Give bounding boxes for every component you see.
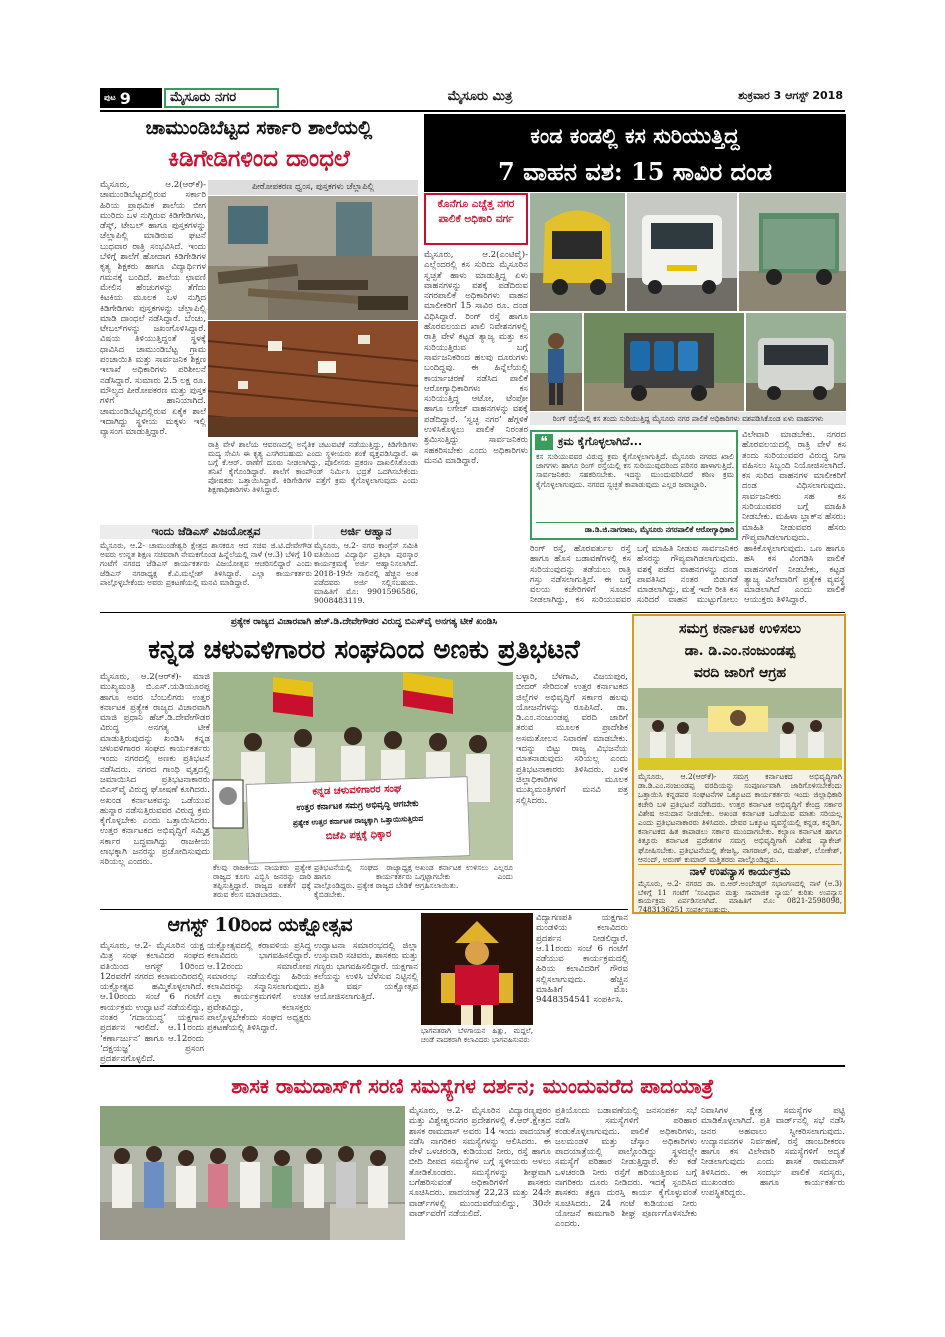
vehicle-photo-auto: [530, 193, 625, 311]
application-title: ಅರ್ಜಿ ಆಹ್ವಾನ: [314, 525, 418, 539]
yakshagana-body-3: ಉದ್ಘಾಟನಾ ಸಮಾರಂಭದಲ್ಲಿ ಜಿಲ್ಲಾ ಉಸ್ತುವಾರಿ ಸಚಿವರು, ಶಾಸಕರು ಮತ್ತು ಗಣ್ಯರು ಭಾಗವಹಿಸಲಿದ್ದಾರೆ. ಯಕ್ಷಗಾನ ಕಲೆಯನ್ನು ಉಳಿಸಿ ಬೆಳೆಸುವ ನಿಟ್ಟಿನಲ್ಲಿ ಪ್ರತಿ ವರ್ಷ ಯಕ್ಷೋತ್ಸವ ಆಯೋಜಿಸಲಾಗುತ್ತಿದೆ.: [314, 941, 418, 1003]
vehicle-photo-truck: [739, 193, 846, 311]
padayatre-body-1: ಮೈಸೂರು, ಆ.2- ಮೈಸೂರಿನ ವಿದ್ಯಾರಣ್ಯಪುರಂ ಮತ್ತು ವಿಶ್ವೇಶ್ವರನಗರ ಪ್ರದೇಶಗಳಲ್ಲಿ ಕೆ.ಆರ್.ಕ್ಷೇತ್ರದ ಶಾಸಕ ರಾಮದಾಸ್ ಅವರು 14 ಇಂದು ಪಾದಯಾತ್ರೆ ನಡೆಸಿ ನಾಗರಿಕರ ಸಮಸ್ಯೆಗಳನ್ನು ಆಲಿಸಿದರು. ಈ ವೇಳೆ ಒಳಚರಂಡಿ, ಕುಡಿಯುವ ನೀರು, ರಸ್ತೆ ಹಾಗೂ ಬೀದಿ ದೀಪದ ಸಮಸ್ಯೆಗಳ ಬಗ್ಗೆ ಸ್ಥಳೀಯರು ಅಳಲು ತೋಡಿಕೊಂಡರು. ಸಮಸ್ಯೆಗಳನ್ನು ಶೀಘ್ರವಾಗಿ ಬಗೆಹರಿಸುವಂತೆ ಅಧಿಕಾರಿಗಳಿಗೆ ಶಾಸಕರು ಸೂಚಿಸಿದರು. ಪಾದಯಾತ್ರೆ 22,23 ಮತ್ತು 24ನೇ ವಾರ್ಡ್‌ಗಳಲ್ಲಿ ಮುಂದುವರೆಯಲಿದ್ದು, 30ನೇ ವಾರ್ಡ್‌ವರೆಗೆ ನಡೆಯಲಿದೆ.: [409, 1106, 551, 1219]
report-headline-3: ವರದಿ ಜಾರಿಗೆ ಆಗ್ರಹ: [693, 665, 787, 681]
padayatre-body-3: ನಿವಾಸಿಗಳ ಕ್ಷೇತ್ರ ಸಮಸ್ಯೆಗಳ ಪಟ್ಟಿ ಮಾಡಿಕೊಳ್ಳಲಾಗಿದೆ. ಪ್ರತಿ ವಾರ್ಡ್‌ನಲ್ಲಿ ಸಭೆ ನಡೆಸಿ ಜನರ ಅಹವಾಲು ಸ್ವೀಕರಿಸಲಾಗುವುದು. ಉದ್ಯಾನವನಗಳ ನಿರ್ವಹಣೆ, ರಸ್ತೆ ಡಾಂಬರೀಕರಣ ಹಾಗೂ ಕಸ ವಿಲೇವಾರಿ ಸಮಸ್ಯೆಗಳಿಗೆ ಆದ್ಯತೆ ನೀಡಲಾಗುವುದು ಎಂದು ಶಾಸಕ ರಾಮದಾಸ್ ತಿಳಿಸಿದರು. ಈ ಸಂದರ್ಭ ಪಾಲಿಕೆ ಸದಸ್ಯರು, ಮುಖಂಡರು ಹಾಗೂ ಕಾರ್ಯಕರ್ತರು ಉಪಸ್ಥಿತರಿದ್ದರು.: [701, 1106, 845, 1199]
vehicle-body-col2: ರಿಂಗ್ ರಸ್ತೆ, ಹೊರವರ್ತುಲ ರಸ್ತೆ ಹಾಗೂ ಹೊಸ ಬಡಾವಣೆಗಳಲ್ಲಿ ಕಸ ಸುರಿಯುವುದನ್ನು ತಡೆಯಲು ರಾತ್ರಿ ಗಸ್ತು ನಡೆಸಲಾಗುತ್ತಿದೆ. ಈ ಬಗ್ಗೆ ವಲಯ ಕಚೇರಿಗಳಿಗೆ ಸೂಚನೆ ನೀಡಲಾಗಿದ್ದು, ಕಸ ಸುರಿಯುವವರ ಬಗ್ಗೆ ಮಾಹಿತಿ ನೀಡುವ ಸಾರ್ವಜನಿಕರ ಹೆಸರನ್ನು ಗೌಪ್ಯವಾಗಿಡಲಾಗುವುದು. ವಶಕ್ಕೆ ಪಡೆದ ವಾಹನಗಳನ್ನು ದಂಡ ಪಾವತಿಸಿದ ನಂತರ ಬಿಡುಗಡೆ ಮಾಡಲಾಗಿದ್ದು, ಮತ್ತೆ ಇದೇ ರೀತಿ ಕಸ ಸುರಿದರೆ ವಾಹನ ಮುಟ್ಟುಗೋಲು ಹಾಕಿಕೊಳ್ಳಲಾಗುವುದು. ಒಣ ಹಾಗೂ ಹಸಿ ಕಸ ವಿಂಗಡಿಸಿ ಪಾಲಿಕೆ ವಾಹನಗಳಿಗೆ ನೀಡಬೇಕು, ಕಟ್ಟಡ ತ್ಯಾಜ್ಯ ವಿಲೇವಾರಿಗೆ ಪ್ರತ್ಯೇಕ ವ್ಯವಸ್ಥೆ ಮಾಡಲಾಗಿದೆ ಎಂದು ಪಾಲಿಕೆ ಆಯುಕ್ತರು ತಿಳಿಸಿದ್ದಾರೆ.: [530, 544, 845, 606]
protest-body-mid2: ಪ್ರತಿಭಟನೆಯಲ್ಲಿ ಸಂಘದ ರಾಜ್ಯಾಧ್ಯಕ್ಷ ಹಾಗೂ ಕಾರ್ಯಕರ್ತರು ಪಾಲ್ಗೊಂಡಿದ್ದರು. ಪ್ರತ್ಯೇಕ ರಾಜ್ಯದ ಬೇಡಿಕೆ ಕೈಬಿಡಬೇಕು.: [314, 863, 412, 899]
tempo-illustration: [627, 193, 737, 311]
jds-body: ಮೈಸೂರು, ಆ.2- ಚಾಮುಂಡೇಶ್ವರಿ ಕ್ಷೇತ್ರದ ಶಾಸಕರೂ ಆದ ಸಚಿವ ಜಿ.ಟಿ.ದೇವೇಗೌಡ ಅವರು ಉನ್ನತ ಶಿಕ್ಷಣ ಸಚಿವರಾಗಿ ನೇಮಕಗೊಂಡ ಹಿನ್ನೆಲೆಯಲ್ಲಿ ನಾಳೆ (ಆ.3) ಬೆಳಿಗ್ಗೆ 10 ಗಂಟೆಗೆ ನಗರದ ಜೆಡಿಎಸ್ ಕಾರ್ಯಕರ್ತರು ವಿಜಯೋತ್ಸವ ಆಚರಿಸಲಿದ್ದಾರೆ ಎಂದು ಜೆಡಿಎಸ್ ನಗರಾಧ್ಯಕ್ಷ ಕೆ.ವಿ.ಮಲ್ಲೇಶ್ ತಿಳಿಸಿದ್ದಾರೆ. ಎಲ್ಲಾ ಕಾರ್ಯಕರ್ತರು ಪಾಲ್ಗೊಳ್ಳಬೇಕೆಂದು ಅವರು ಪ್ರಕಟಣೆಯಲ್ಲಿ ಮನವಿ ಮಾಡಿದ್ದಾರೆ.: [100, 541, 312, 587]
protest-body-mid1: ಕೆಲವು ರಾಜಕೀಯ ನಾಯಕರು ಪ್ರತ್ಯೇಕ ರಾಜ್ಯದ ಕೂಗು ಎಬ್ಬಿಸಿ ಜನರನ್ನು ದಾರಿ ತಪ್ಪಿಸುತ್ತಿದ್ದಾರೆ. ರಾಜ್ಯದ ಏಕತೆಗೆ ಧಕ್ಕೆ ತರುವ ಕೆಲಸ ಮಾಡಬಾರದು.: [213, 863, 311, 899]
quote-mark-icon: ❝: [535, 434, 553, 450]
vehicle-headline-line2: 7 ವಾಹನ ವಶ: 15 ಸಾವಿರ ದಂಡ: [498, 157, 772, 186]
paper-name: ಮೈಸೂರು ಮಿತ್ರ: [447, 89, 513, 104]
yakshagana-illustration: [421, 913, 533, 1025]
report-headline-2: ಡಾ. ಡಿ.ಎಂ.ನಂಜುಂಡಪ್ಪ: [684, 643, 796, 659]
banner-line-4: ಬಿಜೆಪಿ ಪಕ್ಷಕ್ಕೆ ಧಿಕ್ಕಾರ: [325, 828, 392, 843]
quote-attribution: ಡಾ.ಡಿ.ಜಿ.ನಾಗರಾಜು, ಮೈಸೂರು ನಗರಪಾಲಿಕೆ ಆರೋಗ್ಯಾಧಿಕಾರಿ: [536, 522, 734, 537]
padayatre-headline: ಶಾಸಕ ರಾಮದಾಸ್‌ಗೆ ಸರಣಿ ಸಮಸ್ಯೆಗಳ ದರ್ಶನ; ಮುಂದುವರೆದ ಪಾದಯಾತ್ರೆ: [231, 1074, 714, 1098]
yakshagana-headline: ಆಗಸ್ಟ್ 10ರಿಂದ ಯಕ್ಷೋತ್ಸವ: [167, 914, 353, 936]
school-photo-caption: ಪೀಠೋಪಕರಣ ಧ್ವಂಸ, ಪುಸ್ತಕಗಳು ಚೆಲ್ಲಾಪಿಲ್ಲಿ: [208, 180, 418, 195]
classroom-photo: [208, 196, 418, 320]
quote-body: ಕಸ ಸುರಿಯುವವರ ವಿರುದ್ಧ ಕ್ರಮ ಕೈಗೊಳ್ಳಲಾಗುತ್ತಿದೆ. ಮೈಸೂರು ನಗರದ ಖಾಲಿ ಜಾಗಗಳು ಹಾಗೂ ರಿಂಗ್ ರಸ್ತೆಯಲ್ಲಿ ಕಸ ಸುರಿಯುವುದರಿಂದ ಪರಿಸರ ಹಾಳಾಗುತ್ತಿದೆ. ಸಾರ್ವಜನಿಕರು ಸಹಕರಿಸಬೇಕು. ಇದನ್ನು ಮುಂದುವರಿಸಿದರೆ ಕಠಿಣ ಕ್ರಮ ಕೈಗೊಳ್ಳಲಾಗುವುದು. ನಗರದ ಸ್ವಚ್ಛತೆ ಕಾಪಾಡುವುದು ಎಲ್ಲರ ಜವಾಬ್ದಾರಿ.: [536, 452, 734, 489]
roof-damage-photo: [208, 321, 418, 437]
bottom-rule: [100, 1065, 845, 1067]
banner-line-2: ಉತ್ತರ ಕರ್ನಾಟಕ ಸಮಗ್ರ ಅಭಿವೃದ್ಧಿ ಆಗಬೇಕು: [296, 798, 419, 814]
protest-body-right: ಬಳ್ಳಾರಿ, ಬೆಳಗಾವಿ, ವಿಜಯಪುರ, ಬೀದರ್ ಸೇರಿದಂತೆ ಉತ್ತರ ಕರ್ನಾಟಕದ ಜಿಲ್ಲೆಗಳ ಅಭಿವೃದ್ಧಿಗೆ ಸರ್ಕಾರ ಹಲವು ಯೋಜನೆಗಳನ್ನು ರೂಪಿಸಿದೆ. ಡಾ. ಡಿ.ಎಂ.ನಂಜುಂಡಪ್ಪ ವರದಿ ಜಾರಿಗೆ ತರುವ ಮೂಲಕ ಪ್ರಾದೇಶಿಕ ಅಸಮತೋಲನ ನಿವಾರಣೆ ಮಾಡಬೇಕು. ಇದನ್ನು ಬಿಟ್ಟು ರಾಜ್ಯ ವಿಭಜನೆಯ ಮಾತನಾಡುವುದು ಸರಿಯಲ್ಲ ಎಂದು ಪ್ರತಿಭಟನಾಕಾರರು ತಿಳಿಸಿದರು. ಬಳಿಕ ಜಿಲ್ಲಾಧಿಕಾರಿಗಳ ಮೂಲಕ ಮುಖ್ಯಮಂತ್ರಿಗಳಿಗೆ ಮನವಿ ಪತ್ರ ಸಲ್ಲಿಸಿದರು.: [516, 672, 628, 806]
person-illustration: [530, 313, 582, 411]
vehicle-body-col1: ಮೈಸೂರು, ಆ.2(ಎಂಟಿವೈ)- ಎಲ್ಲೆಂದರಲ್ಲಿ ಕಸ ಸುರಿದು ಮೈಸೂರಿನ ಸ್ವಚ್ಛತೆ ಹಾಳು ಮಾಡುತ್ತಿದ್ದ ಏಳು ವಾಹನಗಳನ್ನು ವಶಕ್ಕೆ ಪಡೆದಿರುವ ನಗರಪಾಲಿಕೆ ಅಧಿಕಾರಿಗಳು ವಾಹನ ಮಾಲೀಕರಿಗೆ 15 ಸಾವಿರ ರೂ. ದಂಡ ವಿಧಿಸಿದ್ದಾರೆ. ರಿಂಗ್ ರಸ್ತೆ ಹಾಗೂ ಹೊರವಲಯದ ಖಾಲಿ ನಿವೇಶನಗಳಲ್ಲಿ ರಾತ್ರಿ ವೇಳೆ ಕಟ್ಟಡ ತ್ಯಾಜ್ಯ ಮತ್ತು ಕಸ ಸುರಿಯುತ್ತಿರುವ ಬಗ್ಗೆ ಸಾರ್ವಜನಿಕರಿಂದ ಹಲವು ದೂರುಗಳು ಬಂದಿದ್ದವು. ಈ ಹಿನ್ನೆಲೆಯಲ್ಲಿ ಕಾರ್ಯಾಚರಣೆ ನಡೆಸಿದ ಪಾಲಿಕೆ ಆರೋಗ್ಯಾಧಿಕಾರಿಗಳು ಕಸ ಸುರಿಯುತ್ತಿದ್ದ ಆಟೋ, ಟೆಂಪೋ ಹಾಗೂ ಲಗೇಜ್ ವಾಹನಗಳನ್ನು ವಶಕ್ಕೆ ಪಡೆದಿದ್ದಾರೆ. ‘ಸ್ವಚ್ಛ ನಗರ’ ಹೆಗ್ಗಳಿಕೆ ಉಳಿಸಿಕೊಳ್ಳಲು ಪಾಲಿಕೆ ನಿರಂತರ ಶ್ರಮಿಸುತ್ತಿದ್ದು ಸಾರ್ವಜನಿಕರು ಸಹಕರಿಸಬೇಕು ಎಂದು ಅಧಿಕಾರಿಗಳು ಮನವಿ ಮಾಡಿದ್ದಾರೆ.: [424, 250, 528, 466]
protest-headline: ಕನ್ನಡ ಚಳುವಳಿಗಾರರ ಸಂಘದಿಂದ ಅಣಕು ಪ್ರತಿಭಟನೆ: [148, 635, 580, 665]
school-title-line2: ಕಿಡಿಗೇಡಿಗಳಿಂದ ದಾಂಧಲೆ: [168, 145, 350, 172]
mid-rule-1: [100, 612, 845, 613]
padayatre-photo: [100, 1106, 405, 1240]
vehicle-quote-box: [530, 430, 738, 540]
school-body-col1: ಮೈಸೂರು, ಆ.2(ಆರ್‌ಕೆ)- ಚಾಮುಂಡಿಬೆಟ್ಟದಲ್ಲಿರುವ ಸರ್ಕಾರಿ ಹಿರಿಯ ಪ್ರಾಥಮಿಕ ಶಾಲೆಯ ಬೀಗ ಮುರಿದು ಒಳ ನುಗ್ಗಿರುವ ಕಿಡಿಗೇಡಿಗಳು, ಡೆಸ್ಕ್‌, ಟೇಬಲ್ ಹಾಗೂ ಪುಸ್ತಕಗಳನ್ನು ಚೆಲ್ಲಾಪಿಲ್ಲಿ ಮಾಡಿರುವ ಘಟನೆ ಬುಧವಾರ ರಾತ್ರಿ ಸಂಭವಿಸಿದೆ. ಇಂದು ಬೆಳಿಗ್ಗೆ ಶಾಲೆಗೆ ಹೋದಾಗ ಕಿಡಿಗೇಡಿಗಳ ಕೃತ್ಯ ಶಿಕ್ಷಕರು ಹಾಗೂ ವಿದ್ಯಾರ್ಥಿಗಳ ಗಮನಕ್ಕೆ ಬಂದಿದೆ. ಶಾಲೆಯ ಛಾವಣಿ ಮೇಲಿನ ಹೆಂಚುಗಳನ್ನು ತೆಗೆದು ಕಿಟಕಿಯ ಮೂಲಕ ಒಳ ನುಗ್ಗಿದ ಕಿಡಿಗೇಡಿಗಳು ಪುಸ್ತಕಗಳನ್ನು ಚೆಲ್ಲಾಪಿಲ್ಲಿ ಮಾಡಿ ದಾಂಧಲೆ ನಡೆಸಿದ್ದಾರೆ. ಬೆಂಚು, ಟೇಬಲ್‌ಗಳನ್ನು ಜಖಂಗೊಳಿಸಿದ್ದಾರೆ. ವಿಷಯ ತಿಳಿಯುತ್ತಿದ್ದಂತೆ ಸ್ಥಳಕ್ಕೆ ಧಾವಿಸಿದ ಚಾಮುಂಡಿಬೆಟ್ಟ ಗ್ರಾಮ ಪಂಚಾಯಿತಿ ಮತ್ತು ಸಾರ್ವಜನಿಕ ಶಿಕ್ಷಣ ಇಲಾಖೆ ಅಧಿಕಾರಿಗಳು ಪರಿಶೀಲನೆ ನಡೆಸಿದ್ದಾರೆ. ಸುಮಾರು 2.5 ಲಕ್ಷ ರೂ. ಮೌಲ್ಯದ ಪೀಠೋಪಕರಣ ಮತ್ತು ಪುಸ್ತಕ ಗಳಿಗೆ ಹಾನಿಯಾಗಿದೆ. ಚಾಮುಂಡಿಬೆಟ್ಟದಲ್ಲಿರುವ ಏಕೈಕ ಶಾಲೆ ಇದಾಗಿದ್ದು ಸ್ಥಳೀಯ ಮಕ್ಕಳು ಇಲ್ಲಿ ವ್ಯಾಸಂಗ ಮಾಡುತ್ತಿದ್ದಾರೆ.: [100, 180, 206, 438]
vehicle-side-col: ವಿಲೇವಾರಿ ಮಾಡಬೇಕು. ನಗರದ ಹೊರವಲಯದಲ್ಲಿ ರಾತ್ರಿ ವೇಳೆ ಕಸ ತಂದು ಸುರಿಯುವವರ ವಿರುದ್ಧ ನಿಗಾ ವಹಿಸಲು ಸಿಬ್ಬಂದಿ ನಿಯೋಜಿಸಲಾಗಿದೆ. ಕಸ ಸುರಿದ ವಾಹನಗಳ ಮಾಲೀಕರಿಗೆ ದಂಡ ವಿಧಿಸಲಾಗುವುದು. ಸಾರ್ವಜನಿಕರು ಸಹ ಕಸ ಸುರಿಯುವವರ ಬಗ್ಗೆ ಮಾಹಿತಿ ನೀಡಬೇಕು. ಮಹಿಳಾ ಬ್ಲಾಕ್‌ನ ಹೆಸರು: ಮಾಹಿತಿ ನೀಡುವವರ ಹೆಸರು ಗೌಪ್ಯವಾಗಿಡಲಾಗುವುದು.: [742, 430, 846, 543]
yakshagana-body-1: ಮೈಸೂರು, ಆ.2- ಮೈಸೂರಿನ ಯಕ್ಷ ಮಿತ್ರ ಸಂಘ ಕಲಾವಿದರ ಸಂಘದ ವತಿಯಿಂದ ಆಗಸ್ಟ್ 10ರಿಂದ 12ರವರೆಗೆ ನಗರದ ಕಲಾಮಂದಿರದಲ್ಲಿ ಯಕ್ಷೋತ್ಸವ ಹಮ್ಮಿಕೊಳ್ಳಲಾಗಿದೆ. ಆ.10ರಂದು ಸಂಜೆ 6 ಗಂಟೆಗೆ ಕಾರ್ಯಕ್ರಮ ಉದ್ಘಾಟನೆ ನಡೆಯಲಿದ್ದು, ನಂತರ ‘ಗದಾಯುದ್ಧ’ ಯಕ್ಷಗಾನ ಪ್ರದರ್ಶನ ಇರಲಿದೆ. ಆ.11ರಂದು ‘ಕರ್ಣಾರ್ಜುನ’ ಹಾಗೂ ಆ.12ರಂದು ‘ದಕ್ಷಯಜ್ಞ’ ಪ್ರಸಂಗ ಪ್ರದರ್ಶನಗೊಳ್ಳಲಿದೆ.: [100, 941, 204, 1065]
masthead-rule: [100, 110, 845, 112]
lecture-title: ನಾಳೆ ಉಪನ್ಯಾಸ ಕಾರ್ಯಕ್ರಮ: [638, 864, 842, 879]
page-number: 9: [119, 88, 131, 108]
vehicle-headline-line1: ಕಂಡ ಕಂಡಲ್ಲಿ ಕಸ ಸುರಿಯುತ್ತಿದ್ದ: [530, 123, 740, 148]
banner-line-3: ಪ್ರತ್ಯೇಕ ಉತ್ತರ ಕರ್ನಾಟಕ ರಾಜ್ಯಕ್ಕಾಗಿ ಒತ್ತಾಯಿಸುತ್ತಿರುವ: [292, 813, 424, 828]
page-label: ಪುಟ: [104, 93, 116, 102]
issue-date: ಶುಕ್ರವಾರ 3 ಆಗಸ್ಟ್ 2018: [738, 89, 843, 102]
protest-body-mid3: ಅಖಂಡ ಕರ್ನಾಟಕ ಉಳಿಸಲು ಎಲ್ಲರೂ ಒಗ್ಗಟ್ಟಾಗಬೇಕು ಎಂದು ಆಗ್ರಹಿಸಲಾಯಿತು.: [415, 863, 513, 890]
sitin-illustration: [638, 688, 842, 770]
vehicle-photo-cans: [584, 313, 744, 411]
vehicle-headline-box: [424, 114, 846, 192]
mid-rule-2: [100, 909, 628, 910]
vehicle-photo-caption: ರಿಂಗ್ ರಸ್ತೆಯಲ್ಲಿ ಕಸ ತಂದು ಸುರಿಯುತ್ತಿದ್ದ ಮೈಸೂರು ನಗರ ಪಾಲಿಕೆ ಅಧಿಕಾರಿಗಳು ವಶಪಡಿಸಿಕೊಂಡ ಏಳು ವಾಹನಗಳು: [530, 412, 846, 425]
quote-title: ಕ್ರಮ ಕೈಗೊಳ್ಳಲಾಗಿದೆ...: [558, 435, 643, 448]
report-body: ಮೈಸೂರು, ಆ.2(ಆರ್‌ಕೆ)- ಸಮಗ್ರ ಕರ್ನಾಟಕದ ಅಭಿವೃದ್ಧಿಗಾಗಿ ಡಾ.ಡಿ.ಎಂ.ನಂಜುಂಡಪ್ಪ ವರದಿಯನ್ನು ಸಂಪೂರ್ಣವಾಗಿ ಜಾರಿಗೊಳಿಸಬೇಕೆಂದು ಒತ್ತಾಯಿಸಿ ಕನ್ನಡಪರ ಸಂಘಟನೆಗಳ ಒಕ್ಕೂಟದ ಕಾರ್ಯಕರ್ತರು ಇಂದು ಜಿಲ್ಲಾಧಿಕಾರಿ ಕಚೇರಿ ಬಳಿ ಪ್ರತಿಭಟನೆ ನಡೆಸಿದರು. ಉತ್ತರ ಕರ್ನಾಟಕ ಅಭಿವೃದ್ಧಿಗೆ ಕೇಂದ್ರ ಸರ್ಕಾರ ವಿಶೇಷ ಅನುದಾನ ನೀಡಬೇಕು. ಅಖಂಡ ಕರ್ನಾಟಕ ಒಡೆಯುವ ಮಾತು ಸರಿಯಲ್ಲ ಎಂದು ಪ್ರತಿಭಟನಾಕಾರರು ತಿಳಿಸಿದರು. ದೇವರ ಒಕ್ಕೂಟ ವ್ಯವಸ್ಥೆಯಲ್ಲಿ ಕನ್ನಡ, ಕನ್ನಡಿಗ, ಕರ್ನಾಟಕದ ಹಿತ ಕಾಪಾಡಲು ಸರ್ಕಾರ ಮುಂದಾಗಬೇಕು. ಕಲ್ಯಾಣ ಕರ್ನಾಟಕ ಹಾಗೂ ಕಿತ್ತೂರು ಕರ್ನಾಟಕ ಪ್ರದೇಶಗಳ ಸಮಗ್ರ ಅಭಿವೃದ್ಧಿಗಾಗಿ ವಿಶೇಷ ಪ್ಯಾಕೇಜ್ ಘೋಷಿಸಬೇಕು. ಪ್ರತಿಭಟನೆಯಲ್ಲಿ ತೇಜಸ್ವಿ, ನಾಗರಾಜ್, ರವಿ, ಮಹೇಶ್, ಲೋಕೇಶ್, ಆನಂದ್, ಅರುಣ್ ಕುಮಾರ್ ಮತ್ತಿತರರು ಪಾಲ್ಗೊಂಡಿದ್ದರು.: [638, 772, 842, 864]
cans-illustration: [584, 313, 744, 411]
roof-illustration: [208, 321, 418, 437]
yakshagana-body-4: ವಿದ್ಯಾಗಣಪತಿ ಯಕ್ಷಗಾನ ಮಂಡಳಿಯ ಕಲಾವಿದರು ಪ್ರದರ್ಶನ ನೀಡಲಿದ್ದಾರೆ. ಆ.11ರಂದು ಸಂಜೆ 6 ಗಂಟೆಗೆ ನಡೆಯುವ ಕಾರ್ಯಕ್ರಮದಲ್ಲಿ ಹಿರಿಯ ಕಲಾವಿದರಿಗೆ ಗೌರವ ಸಲ್ಲಿಸಲಾಗುವುದು. ಹೆಚ್ಚಿನ ಮಾಹಿತಿಗೆ ಮೊ: 9448354541 ಸಂಪರ್ಕಿಸಿ.: [536, 913, 628, 1006]
yakshagana-body-2: ಯಕ್ಷೋತ್ಸವದಲ್ಲಿ ಕರಾವಳಿಯ ಪ್ರಸಿದ್ಧ ಕಲಾವಿದರು ಭಾಗವಹಿಸಲಿದ್ದಾರೆ. ಆ.12ರಂದು ಸಮಾರೋಪ ಸಮಾರಂಭ ನಡೆಯಲಿದ್ದು ಹಿರಿಯ ಕಲಾವಿದರನ್ನು ಸನ್ಮಾನಿಸಲಾಗುವುದು. ಎಲ್ಲಾ ಕಾರ್ಯಕ್ರಮಗಳಿಗೆ ಉಚಿತ ಪ್ರವೇಶವಿದ್ದು, ಕಲಾಸಕ್ತರು ಪಾಲ್ಗೊಳ್ಳಬೇಕೆಂದು ಸಂಘದ ಅಧ್ಯಕ್ಷರು ಪ್ರಕಟಣೆಯಲ್ಲಿ ತಿಳಿಸಿದ್ದಾರೆ.: [207, 941, 311, 1034]
truck-illustration: [739, 193, 846, 311]
application-body: ಮೈಸೂರು, ಆ.2- ನಗರ ಕಾಂಗ್ರೆಸ್ ಸಮಿತಿ ವತಿಯಿಂದ ವಿದ್ಯಾರ್ಥಿ ಪ್ರತಿಭಾ ಪುರಸ್ಕಾರ ಕಾರ್ಯಕ್ರಮಕ್ಕೆ ಅರ್ಜಿ ಆಹ್ವಾನಿಸಲಾಗಿದೆ. 2018-19ನೇ ಸಾಲಿನಲ್ಲಿ ಹೆಚ್ಚಿನ ಅಂಕ ಪಡೆದವರು ಅರ್ಜಿ ಸಲ್ಲಿಸಬಹುದು. ಮಾಹಿತಿಗೆ ಮೊ: 9901596586, 9008483119.: [314, 541, 418, 606]
page-number-badge: [100, 88, 162, 108]
classroom-illustration: [208, 196, 418, 320]
school-title-line1: ಚಾಮುಂಡಿಬೆಟ್ಟದ ಸರ್ಕಾರಿ ಶಾಲೆಯಲ್ಲಿ: [145, 117, 373, 139]
vehicle-kicker-text: ಕೊನೆಗೂ ಎಚ್ಚೆತ್ತ ನಗರ ಪಾಲಿಕೆ ಅಧಿಕಾರಿ ವರ್ಗ: [437, 198, 515, 225]
protest-photo: [213, 672, 513, 860]
vehicle-photo-person: [530, 313, 582, 411]
section-title: ಮೈಸೂರು ನಗರ: [164, 88, 279, 108]
yakshagana-photo: [421, 913, 533, 1025]
yakshagana-photo-caption: ಭಾಗವತರಾಗಿ ಬೆಳಗಾಯನ ಹಿತ್ಲು, ಮದ್ದಲೆ, ಚಂಡೆ ವಾದಕರಾಗಿ ಕಲಾವಿದರು ಭಾಗವಹಿಸುವರು: [421, 1026, 533, 1044]
vehicle-photo-van: [746, 313, 846, 411]
report-headline-1: ಸಮಗ್ರ ಕರ್ನಾಟಕ ಉಳಿಸಲು: [679, 621, 801, 637]
padayatre-body-2: ಪ್ರತಿಯೊಂದು ಬಡಾವಣೆಯಲ್ಲಿ ಜನಸಂಪರ್ಕ ಸಭೆ ನಡೆಸಿ ಸಮಸ್ಯೆಗಳಿಗೆ ಪರಿಹಾರ ಕಂಡುಕೊಳ್ಳಲಾಗುವುದು. ಪಾಲಿಕೆ ಅಧಿಕಾರಿಗಳು, ಜಲಮಂಡಳಿ ಮತ್ತು ಚೆಸ್ಕಾಂ ಅಧಿಕಾರಿಗಳು ಪಾದಯಾತ್ರೆಯಲ್ಲಿ ಪಾಲ್ಗೊಂಡಿದ್ದು ಸ್ಥಳದಲ್ಲೇ ಸಮಸ್ಯೆಗೆ ಪರಿಹಾರ ನೀಡುತ್ತಿದ್ದಾರೆ. ಕೆಲ ಕಡೆ ಒಳಚರಂಡಿ ನೀರು ರಸ್ತೆಗೆ ಹರಿಯುತ್ತಿರುವ ಬಗ್ಗೆ ನಾಗರಿಕರು ದೂರು ನೀಡಿದರು. ಇದಕ್ಕೆ ಸ್ಪಂದಿಸಿದ ಶಾಸಕರು ತಕ್ಷಣ ದುರಸ್ತಿ ಕಾರ್ಯ ಕೈಗೊಳ್ಳುವಂತೆ ಸೂಚಿಸಿದರು. 24 ಗಂಟೆ ಕುಡಿಯುವ ನೀರು ಯೋಜನೆ ಕಾಮಗಾರಿ ಶೀಘ್ರ ಪೂರ್ಣಗೊಳಿಸಬೇಕು ಎಂದರು.: [555, 1106, 697, 1230]
vehicle-kicker: [424, 193, 528, 245]
report-box: [632, 614, 846, 914]
report-photo: [638, 688, 842, 770]
protest-kicker: ಪ್ರತ್ಯೇಕ ರಾಜ್ಯದ ವಿಚಾರವಾಗಿ ಹೆಚ್.ಡಿ.ದೇವೇಗೌಡರ ವಿರುದ್ಧ ಬಿಎಸ್‌ವೈ ಅನಗತ್ಯ ಟೀಕೆ ಖಂಡಿಸಿ: [230, 617, 498, 627]
school-body-col2: ರಾತ್ರಿ ವೇಳೆ ಶಾಲೆಯ ಆವರಣದಲ್ಲಿ ಅನೈತಿಕ ಚಟುವಟಿಕೆ ನಡೆಯುತ್ತಿದ್ದು, ಕಿಡಿಗೇಡಿಗಳು ಮದ್ಯ ಸೇವಿಸಿ ಈ ಕೃತ್ಯ ಎಸಗಿರಬಹುದು ಎಂದು ಸ್ಥಳೀಯರು ಶಂಕೆ ವ್ಯಕ್ತಪಡಿಸಿದ್ದಾರೆ. ಈ ಬಗ್ಗೆ ಕೆ.ಆರ್. ಠಾಣೆಗೆ ದೂರು ನೀಡಲಾಗಿದ್ದು, ಪೊಲೀಸರು ಪ್ರಕರಣ ದಾಖಲಿಸಿಕೊಂಡು ತನಿಖೆ ಕೈಗೊಂಡಿದ್ದಾರೆ. ಶಾಲೆಗೆ ಕಾಂಪೌಂಡ್ ನಿರ್ಮಿಸಿ ಭದ್ರತೆ ಒದಗಿಸಬೇಕೆಂದು ಪೋಷಕರು ಒತ್ತಾಯಿಸಿದ್ದಾರೆ. ಕಿಡಿಗೇಡಿಗಳ ಪತ್ತೆಗೆ ಕ್ರಮ ಕೈಗೊಳ್ಳಲಾಗುವುದು ಎಂದು ಶಿಕ್ಷಣಾಧಿಕಾರಿಗಳು ತಿಳಿಸಿದ್ದಾರೆ.: [208, 440, 418, 494]
lecture-body: ಮೈಸೂರು, ಆ.2- ನಗರದ ಡಾ. ಬಿ.ಆರ್.ಅಂಬೇಡ್ಕರ್ ಸಭಾಂಗಣದಲ್ಲಿ ನಾಳೆ (ಆ.3) ಬೆಳಿಗ್ಗೆ 11 ಗಂಟೆಗೆ ‘ಸಂವಿಧಾನ ಮತ್ತು ಸಾಮಾಜಿಕ ನ್ಯಾಯ’ ಕುರಿತು ಉಪನ್ಯಾಸ ಕಾರ್ಯಕ್ರಮ ಏರ್ಪಡಿಸಲಾಗಿದೆ. ಮಾಹಿತಿಗೆ ಮೊ: 0821-2598098, 7483136251 ಸಂಪರ್ಕಿಸಬಹುದು.: [638, 879, 842, 914]
padayatre-illustration: [100, 1106, 405, 1240]
van-illustration: [746, 313, 846, 411]
auto-illustration: [530, 193, 625, 311]
banner-line-1: ಕನ್ನಡ ಚಳುವಳಿಗಾರರ ಸಂಘ: [312, 783, 402, 798]
jds-title: ಇಂದು ಜೆಡಿಎಸ್ ವಿಜಯೋತ್ಸವ: [100, 525, 312, 539]
protest-banner: [246, 776, 471, 864]
vehicle-photo-tempo: [627, 193, 737, 311]
protest-body-left: ಮೈಸೂರು, ಆ.2(ಆರ್‌ಕೆ)- ಮಾಜಿ ಮುಖ್ಯಮಂತ್ರಿ ಬಿ.ಎಸ್.ಯಡಿಯೂರಪ್ಪ ಹಾಗೂ ಅವರ ಬೆಂಬಲಿಗರು ಉತ್ತರ ಕರ್ನಾಟಕ ಪ್ರತ್ಯೇಕ ರಾಜ್ಯದ ವಿಚಾರವಾಗಿ ಮಾಜಿ ಪ್ರಧಾನಿ ಹೆಚ್.ಡಿ.ದೇವೇಗೌಡರ ವಿರುದ್ಧ ಅನಗತ್ಯ ಟೀಕೆ ಮಾಡುತ್ತಿರುವುದನ್ನು ಖಂಡಿಸಿ ಕನ್ನಡ ಚಳುವಳಿಗಾರರ ಸಂಘದ ಕಾರ್ಯಕರ್ತರು ಇಂದು ನಗರದಲ್ಲಿ ಅಣಕು ಪ್ರತಿಭಟನೆ ನಡೆಸಿದರು. ನಗರದ ಗಾಂಧಿ ವೃತ್ತದಲ್ಲಿ ಜಮಾಯಿಸಿದ ಪ್ರತಿಭಟನಾಕಾರರು ಬಿಎಸ್‌ವೈ ವಿರುದ್ಧ ಘೋಷಣೆ ಕೂಗಿದರು. ಅಖಂಡ ಕರ್ನಾಟಕವನ್ನು ಒಡೆಯುವ ಹುನ್ನಾರ ನಡೆಸುತ್ತಿರುವವರ ವಿರುದ್ಧ ಕ್ರಮ ಕೈಗೊಳ್ಳಬೇಕು ಎಂದು ಒತ್ತಾಯಿಸಿದರು. ಉತ್ತರ ಕರ್ನಾಟಕದ ಅಭಿವೃದ್ಧಿಗೆ ಸಮ್ಮಿಶ್ರ ಸರ್ಕಾರ ಬದ್ಧವಾಗಿದ್ದು ರಾಜಕೀಯ ಲಾಭಕ್ಕಾಗಿ ಜನರನ್ನು ಪ್ರಚೋದಿಸುವುದು ಸರಿಯಲ್ಲ ಎಂದರು.: [100, 672, 210, 868]
